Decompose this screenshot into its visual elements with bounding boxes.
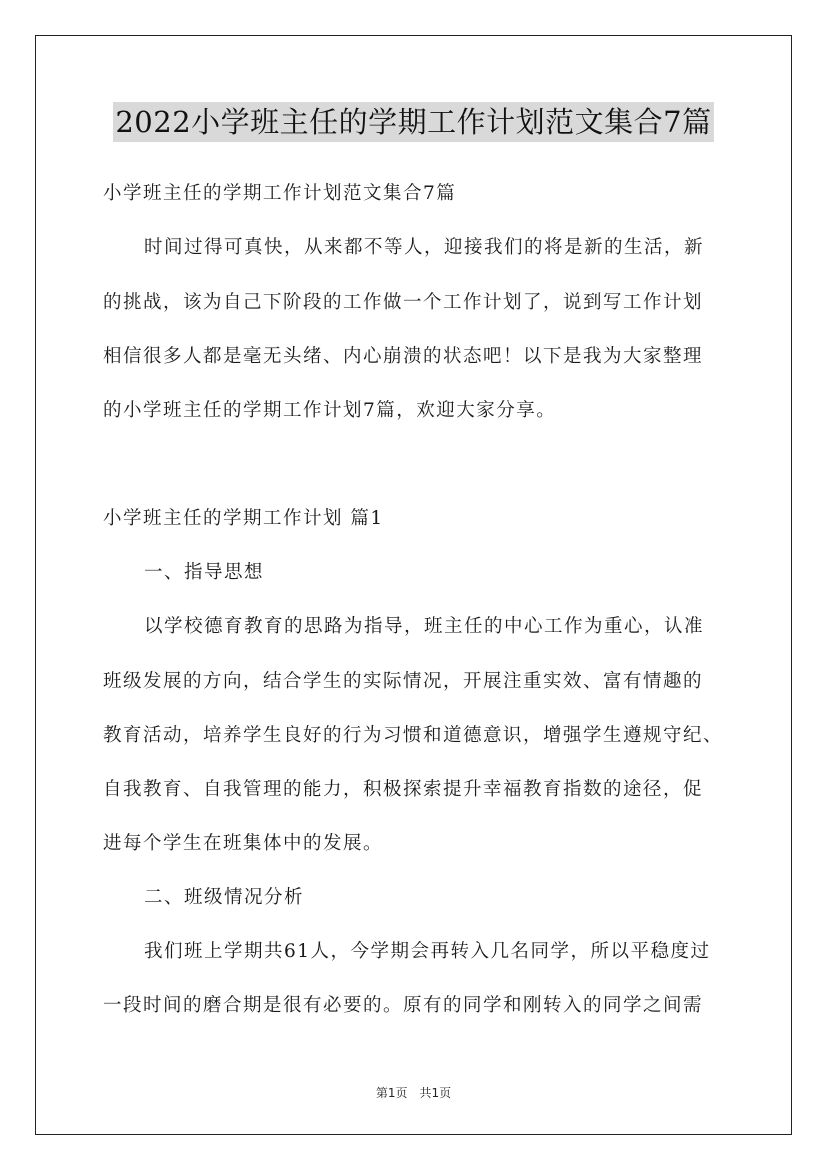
intro-line-3: 相信很多人都是毫无头绪、内心崩溃的状态吧！以下是我为大家整理: [103, 346, 704, 367]
title-container: [0, 102, 827, 142]
page-footer: [0, 1084, 827, 1101]
heading-guiding-thought: 一、指导思想: [144, 562, 265, 583]
para1-line-2: 班级发展的方向，结合学生的实际情况，开展注重实效、富有情趣的: [103, 671, 704, 692]
heading-class-analysis: 二、班级情况分析: [144, 887, 305, 908]
para2-line-2: 一段时间的磨合期是很有必要的。原有的同学和刚转入的同学之间需: [103, 995, 704, 1016]
section-title: 小学班主任的学期工作计划 篇1: [103, 508, 384, 529]
intro-line-1: 时间过得可真快，从来都不等人，迎接我们的将是新的生活，新: [144, 237, 705, 258]
intro-line-2: 的挑战，该为自己下阶段的工作做一个工作计划了，说到写工作计划: [103, 292, 704, 313]
document-title: 2022小学班主任的学期工作计划范文集合7篇: [113, 102, 713, 142]
page-total: 共1页: [419, 1086, 452, 1100]
para1-line-5: 进每个学生在班集体中的发展。: [103, 833, 384, 854]
para1-line-4: 自我教育、自我管理的能力，积极探索提升幸福教育指数的途径，促: [103, 779, 704, 800]
intro-line-4: 的小学班主任的学期工作计划7篇，欢迎大家分享。: [103, 400, 557, 421]
subtitle: 小学班主任的学期工作计划范文集合7篇: [103, 183, 457, 204]
page-number: 第1页: [375, 1086, 408, 1100]
para1-line-1: 以学校德育教育的思路为指导，班主任的中心工作为重心，认准: [144, 616, 705, 637]
para2-line-1: 我们班上学期共61人，今学期会再转入几名同学，所以平稳度过: [144, 941, 711, 962]
para1-line-3: 教育活动，培养学生良好的行为习惯和道德意识，增强学生遵规守纪、: [103, 725, 724, 746]
